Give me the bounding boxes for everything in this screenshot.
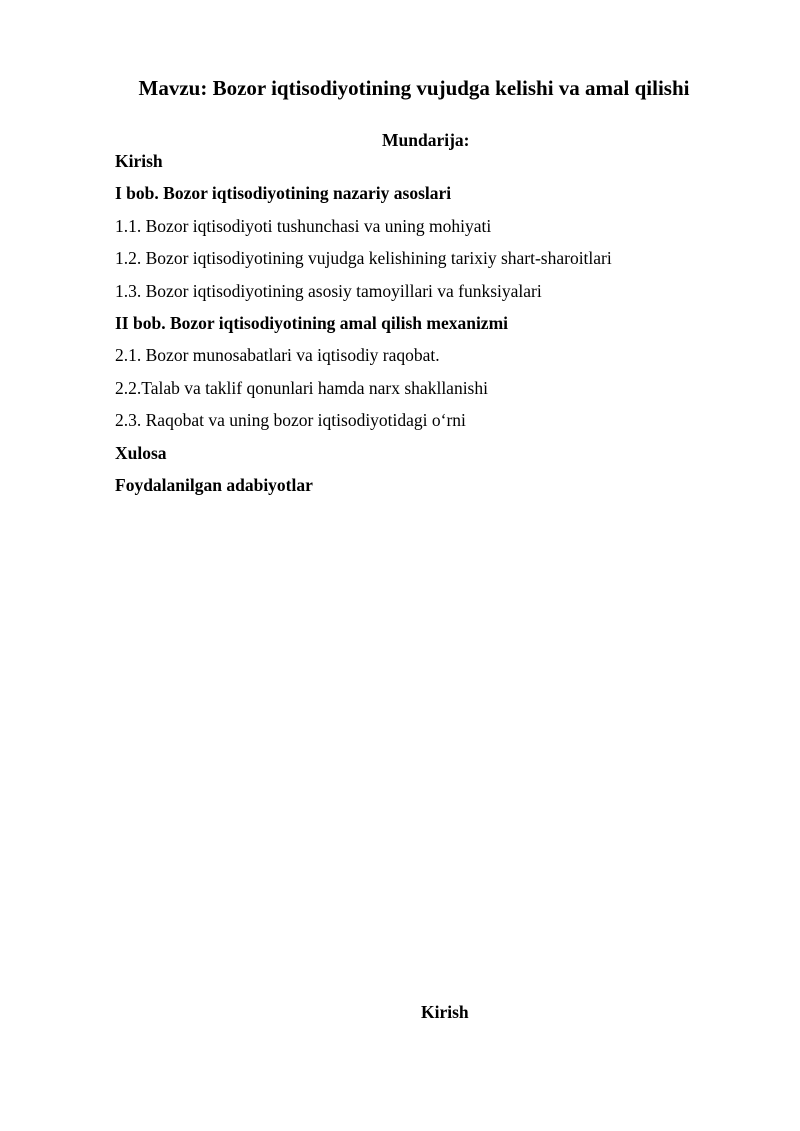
- document-title: Mavzu: Bozor iqtisodiyotining vujudga kelishi va amal qilishi: [138, 76, 690, 100]
- toc-item-chapter-1: I bob. Bozor iqtisodiyotining nazariy asoslari: [115, 183, 452, 204]
- toc-heading: Mundarija:: [382, 130, 470, 150]
- toc-item-2-1: 2.1. Bozor munosabatlari va iqtisodiy raqobat.: [115, 345, 440, 366]
- table-of-contents: [115, 151, 755, 507]
- toc-item-conclusion: Xulosa: [115, 442, 167, 463]
- toc-item-2-3: 2.3. Raqobat va uning bozor iqtisodiyotidagi o‘rni: [115, 410, 466, 431]
- toc-item-intro: Kirish: [115, 151, 163, 171]
- toc-item-chapter-2: II bob. Bozor iqtisodiyotining amal qilish mexanizmi: [115, 312, 509, 333]
- toc-item-1-1: 1.1. Bozor iqtisodiyoti tushunchasi va uning mohiyati: [115, 215, 492, 236]
- section-heading-intro: Kirish: [421, 1002, 469, 1022]
- toc-item-1-3: 1.3. Bozor iqtisodiyotining asosiy tamoyillari va funksiyalari: [115, 280, 542, 301]
- toc-item-1-2: 1.2. Bozor iqtisodiyotining vujudga kelishining tarixiy shart-sharoitlari: [115, 248, 612, 269]
- toc-item-2-2: 2.2.Talab va taklif qonunlari hamda narx shakllanishi: [115, 377, 488, 398]
- toc-item-references: Foydalanilgan adabiyotlar: [115, 474, 313, 495]
